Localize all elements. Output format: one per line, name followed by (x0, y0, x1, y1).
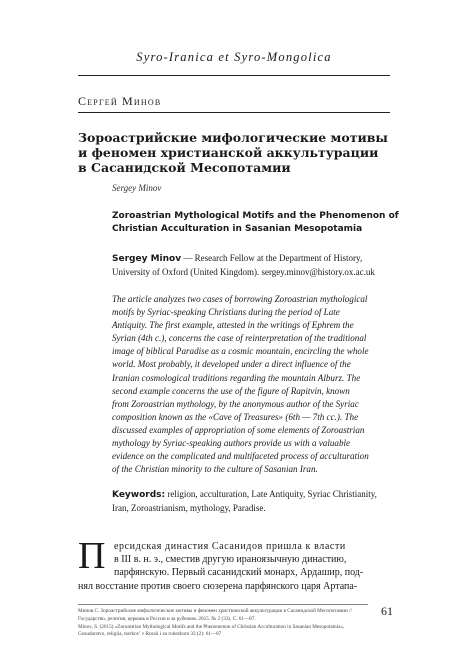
body-text (78, 535, 398, 593)
keywords-label: Keywords: (112, 490, 166, 500)
footer-line: Minov, S. (2015) «Zoroastrian Mythological Motifs and the Phenomenon of Christian Acculturation in Sasanian Mesopotamia», (78, 623, 345, 630)
author-rule (78, 112, 390, 113)
affiliation-role: — Research Fellow at the Department of History, (181, 253, 363, 263)
abstract-line: Syrian (4th c.), concerns the case of reinterpretation of the traditional (112, 333, 367, 344)
footer-rule (78, 604, 368, 605)
title-ru-line: и феномен христианской аккультурации (78, 145, 379, 160)
affiliation-institution: University of Oxford (United Kingdom). sergey.minov@history.ox.ac.uk (112, 267, 375, 277)
title-en-line: Zoroastrian Mythological Motifs and the Phenomenon of (112, 211, 399, 221)
article-title-en (112, 210, 402, 236)
drop-cap: П (78, 535, 106, 577)
abstract-line: world. Most probably, it developed under a direct influence of the (112, 359, 351, 370)
abstract-line: evidence on the complicated and multifaceted process of acculturation (112, 451, 369, 462)
keywords (112, 488, 402, 515)
page-number: 61 (381, 604, 393, 618)
abstract-line: discussed examples of appropriation of some elements of Zoroastrian (112, 424, 365, 435)
footer-line: Gosudarstvo, religiia, tserkov' v Rossii i za rubezhom 33 (2): 61—87 (78, 631, 222, 638)
body-line: в III в. н. э., сместив другую ираноязычную династию, (114, 554, 347, 566)
abstract-line: second example concerns the use of the figure of Rapitvin, known (112, 385, 350, 396)
citation-footer (78, 608, 378, 639)
author-affiliation (112, 252, 402, 279)
abstract-line: image of biblical Paradise as a cosmic mountain, encircling the whole (112, 346, 369, 357)
series-title: Syro-Iranica et Syro-Mongolica (136, 50, 332, 64)
footer-line: Государство, религия, церковь в России и за рубежом. 2015. № 2 (33). С. 61—87. (78, 615, 256, 622)
title-ru-line: Зороастрийские мифологические мотивы (78, 130, 388, 145)
abstract-line: mythology by Syriac-speaking authors provide us with a valuable (112, 438, 351, 449)
author-name-ru: Сергей Минов (78, 94, 162, 108)
abstract-line: motifs by Syriac-speaking Christians during the period of Late (112, 307, 340, 318)
abstract-line: Antiquity. The first example, attested in the writings of Ephrem the (112, 320, 354, 331)
abstract-line: from Zoroastrian mythology, by the anonymous author of the Syriac (112, 398, 359, 409)
title-en-line: Christian Acculturation in Sasanian Mesopotamia (112, 224, 363, 234)
header-rule (78, 75, 390, 76)
article-title-ru (78, 130, 408, 175)
body-line: парфянскую. Первый сасанидский монарх, Ардашир, под- (114, 567, 364, 579)
affiliation-name: Sergey Minov (112, 254, 182, 264)
footer-line: Минов С. Зороастрийские мифологические мотивы и феномен христианской аккультурации в Сасанидской Месопотамии // (78, 608, 352, 614)
keywords-list: religion, acculturation, Late Antiquity, Syriac Christianity, (165, 489, 377, 499)
abstract-line: composition known as the «Cave of Treasures» (6th — 7th cc.). The (112, 411, 359, 422)
keywords-list-cont: Iran, Zoroastrianism, mythology, Paradise. (112, 503, 266, 513)
body-line: ерсидская династия Сасанидов пришла к власти (114, 541, 346, 552)
author-name-en: Sergey Minov (112, 183, 162, 193)
abstract-line: Iranian cosmological traditions regarding the mountain Alburz. The (112, 372, 361, 383)
abstract-line: of the Christian minority to the culture of Sasanian Iran. (112, 464, 318, 475)
title-ru-line: в Сасанидской Месопотамии (78, 160, 291, 175)
abstract-line: The article analyzes two cases of borrowing Zoroastrian mythological (112, 294, 368, 304)
abstract (112, 293, 402, 476)
body-line: нял восстание против своего сюзерена парфянского царя Артапа- (78, 580, 358, 592)
